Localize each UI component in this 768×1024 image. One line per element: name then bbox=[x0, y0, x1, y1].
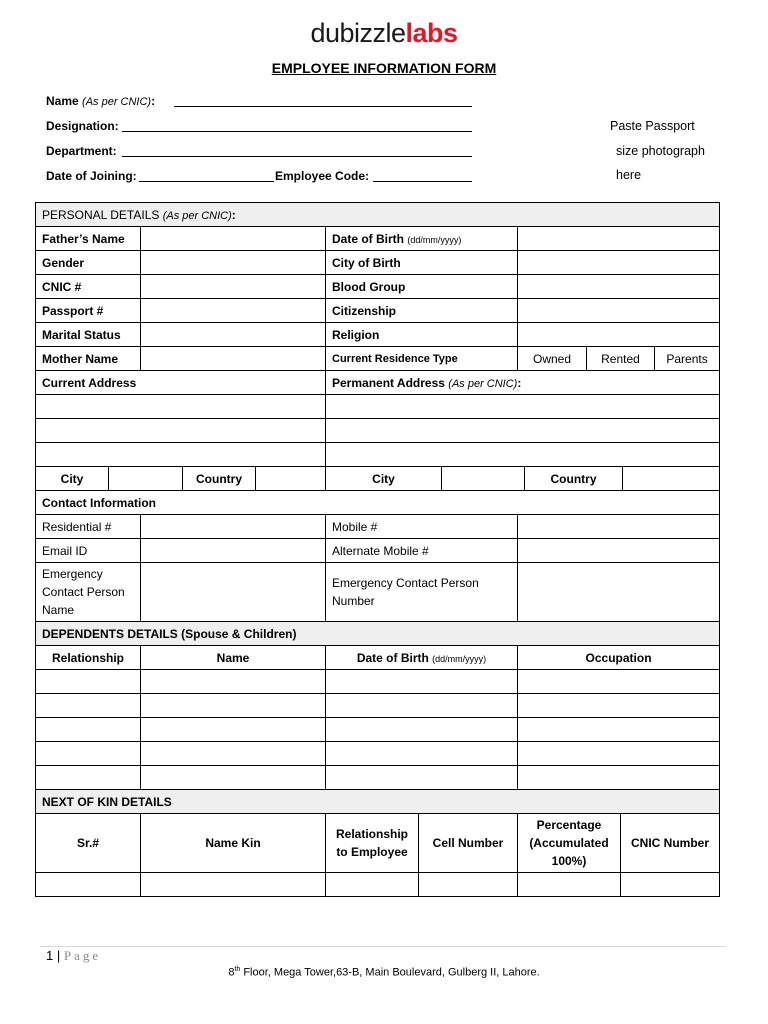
current-city-field[interactable] bbox=[109, 467, 183, 490]
table-row bbox=[36, 371, 720, 395]
kin-col-percentage: Percentage (Accumulated 100%) bbox=[518, 814, 621, 873]
employee-code-label: Employee Code: bbox=[275, 169, 370, 183]
page-number: 1 | Page bbox=[46, 948, 102, 963]
dependent-cell[interactable] bbox=[518, 718, 720, 742]
current-address-label: Current Address bbox=[36, 371, 326, 395]
kin-cell[interactable] bbox=[141, 873, 326, 897]
permanent-city-field[interactable] bbox=[442, 467, 525, 490]
photo-placeholder-line2: size photograph bbox=[616, 144, 705, 158]
personal-section-header: PERSONAL DETAILS (As per CNIC): bbox=[36, 203, 720, 227]
employee-code-input-line[interactable] bbox=[373, 181, 472, 182]
table-row bbox=[36, 515, 720, 539]
citizenship-label: Citizenship bbox=[326, 299, 518, 323]
gender-label: Gender bbox=[36, 251, 141, 275]
marital-status-label: Marital Status bbox=[36, 323, 141, 347]
permanent-address-line-1[interactable] bbox=[326, 395, 720, 419]
residential-label: Residential # bbox=[36, 515, 141, 539]
email-label: Email ID bbox=[36, 539, 141, 563]
kin-cell[interactable] bbox=[621, 873, 720, 897]
employee-form-table bbox=[35, 202, 720, 897]
blood-group-label: Blood Group bbox=[326, 275, 518, 299]
table-row bbox=[36, 347, 720, 371]
table-row bbox=[36, 419, 720, 443]
dependent-cell[interactable] bbox=[141, 670, 326, 694]
current-city-label: City bbox=[36, 467, 109, 490]
current-address-line-3[interactable] bbox=[36, 443, 326, 467]
kin-section-header: NEXT OF KIN DETAILS bbox=[36, 790, 720, 814]
current-country-label: Country bbox=[183, 467, 256, 490]
current-country-field[interactable] bbox=[256, 467, 325, 490]
table-row bbox=[36, 670, 720, 694]
table-row bbox=[36, 766, 720, 790]
permanent-country-label: Country bbox=[525, 467, 623, 490]
dependent-cell[interactable] bbox=[518, 742, 720, 766]
kin-cell[interactable] bbox=[326, 873, 419, 897]
alt-mobile-field[interactable] bbox=[518, 539, 720, 563]
table-row bbox=[36, 718, 720, 742]
table-row bbox=[36, 646, 720, 670]
designation-field-label: Designation: bbox=[46, 119, 119, 133]
dependent-cell[interactable] bbox=[36, 718, 141, 742]
kin-col-cnic: CNIC Number bbox=[621, 814, 720, 873]
table-row bbox=[36, 323, 720, 347]
dependent-cell[interactable] bbox=[326, 670, 518, 694]
table-row bbox=[36, 443, 720, 467]
mobile-field[interactable] bbox=[518, 515, 720, 539]
residence-option-parents[interactable]: Parents bbox=[666, 351, 708, 366]
permanent-country-field[interactable] bbox=[623, 467, 719, 490]
kin-cell[interactable] bbox=[419, 873, 518, 897]
passport-label: Passport # bbox=[36, 299, 141, 323]
email-field[interactable] bbox=[141, 539, 326, 563]
table-row bbox=[36, 251, 720, 275]
kin-cell[interactable] bbox=[518, 873, 621, 897]
table-row bbox=[36, 467, 720, 491]
residence-type-options bbox=[518, 347, 720, 371]
table-row bbox=[36, 299, 720, 323]
dependent-cell[interactable] bbox=[141, 766, 326, 790]
dependent-cell[interactable] bbox=[36, 694, 141, 718]
dependents-col-dob: Date of Birth (dd/mm/yyyy) bbox=[326, 646, 518, 670]
marital-status-field[interactable] bbox=[141, 323, 326, 347]
current-address-line-2[interactable] bbox=[36, 419, 326, 443]
department-input-line[interactable] bbox=[122, 156, 472, 157]
permanent-address-line-2[interactable] bbox=[326, 419, 720, 443]
dependents-section-header: DEPENDENTS DETAILS (Spouse & Children) bbox=[36, 622, 720, 646]
mother-name-field[interactable] bbox=[141, 347, 326, 371]
form-title: EMPLOYEE INFORMATION FORM bbox=[271, 60, 497, 76]
dependent-cell[interactable] bbox=[36, 670, 141, 694]
mobile-label: Mobile # bbox=[326, 515, 518, 539]
residential-field[interactable] bbox=[141, 515, 326, 539]
dependent-cell[interactable] bbox=[518, 670, 720, 694]
department-field-label: Department: bbox=[46, 144, 117, 158]
dependents-col-occupation: Occupation bbox=[518, 646, 720, 670]
dependents-section-header-row bbox=[36, 622, 720, 646]
mother-name-label: Mother Name bbox=[36, 347, 141, 371]
residence-type-label: Current Residence Type bbox=[326, 347, 518, 371]
table-row bbox=[36, 873, 720, 897]
fathers-name-field[interactable] bbox=[141, 227, 326, 251]
table-row bbox=[36, 275, 720, 299]
dependent-cell[interactable] bbox=[141, 694, 326, 718]
current-address-line-1[interactable] bbox=[36, 395, 326, 419]
residence-option-rented[interactable]: Rented bbox=[587, 347, 655, 370]
dependent-cell[interactable] bbox=[326, 718, 518, 742]
city-of-birth-field[interactable] bbox=[518, 251, 720, 275]
footer-divider bbox=[40, 946, 726, 947]
passport-field[interactable] bbox=[141, 299, 326, 323]
fathers-name-label: Father’s Name bbox=[36, 227, 141, 251]
table-row bbox=[36, 395, 720, 419]
permanent-address-label: Permanent Address (As per CNIC): bbox=[326, 371, 720, 395]
photo-placeholder-line3: here bbox=[616, 168, 642, 182]
religion-label: Religion bbox=[326, 323, 518, 347]
table-row bbox=[36, 563, 720, 622]
religion-field[interactable] bbox=[518, 323, 720, 347]
dependent-cell[interactable] bbox=[326, 694, 518, 718]
dependent-cell[interactable] bbox=[36, 742, 141, 766]
emergency-contact-number-label: Emergency Contact Person Number bbox=[326, 563, 518, 622]
emergency-contact-name-field[interactable] bbox=[141, 563, 326, 622]
dependent-cell[interactable] bbox=[141, 718, 326, 742]
dependents-col-relationship: Relationship bbox=[36, 646, 141, 670]
gender-field[interactable] bbox=[141, 251, 326, 275]
kin-section-header-row bbox=[36, 790, 720, 814]
kin-col-name: Name Kin bbox=[141, 814, 326, 873]
table-row bbox=[36, 814, 720, 873]
company-logo: dubizzlelabs bbox=[310, 18, 458, 48]
permanent-address-line-3[interactable] bbox=[326, 443, 720, 467]
table-row bbox=[36, 694, 720, 718]
current-city-country-cell bbox=[36, 467, 326, 491]
personal-section-header-row bbox=[36, 203, 720, 227]
name-input-line[interactable] bbox=[174, 106, 472, 107]
kin-col-relationship: Relationship to Employee bbox=[326, 814, 419, 873]
cnic-label: CNIC # bbox=[36, 275, 141, 299]
kin-col-cell: Cell Number bbox=[419, 814, 518, 873]
dependent-cell[interactable] bbox=[518, 766, 720, 790]
alt-mobile-label: Alternate Mobile # bbox=[326, 539, 518, 563]
kin-col-sr: Sr.# bbox=[36, 814, 141, 873]
blood-group-field[interactable] bbox=[518, 275, 720, 299]
permanent-city-label: City bbox=[326, 467, 442, 490]
dependent-cell[interactable] bbox=[36, 766, 141, 790]
footer-address: 8th Floor, Mega Tower,63-B, Main Boulevard, Gulberg II, Lahore. bbox=[228, 966, 540, 979]
table-row bbox=[36, 742, 720, 766]
table-row bbox=[36, 539, 720, 563]
dob-label: Date of Birth (dd/mm/yyyy) bbox=[326, 227, 518, 251]
dependent-cell[interactable] bbox=[141, 742, 326, 766]
doj-field-label: Date of Joining: bbox=[46, 169, 137, 183]
table-row bbox=[36, 227, 720, 251]
designation-input-line[interactable] bbox=[122, 131, 472, 132]
photo-placeholder-line1: Paste Passport bbox=[610, 119, 695, 133]
dependent-cell[interactable] bbox=[326, 742, 518, 766]
emergency-contact-name-label: Emergency Contact Person Name bbox=[36, 563, 141, 622]
citizenship-field[interactable] bbox=[518, 299, 720, 323]
dependents-col-name: Name bbox=[141, 646, 326, 670]
dob-field[interactable] bbox=[518, 227, 720, 251]
dependent-cell[interactable] bbox=[518, 694, 720, 718]
kin-cell[interactable] bbox=[36, 873, 141, 897]
contact-section-header: Contact Information bbox=[36, 491, 720, 515]
emergency-contact-number-field[interactable] bbox=[518, 563, 720, 622]
city-of-birth-label: City of Birth bbox=[326, 251, 518, 275]
name-field-label: Name (As per CNIC): bbox=[46, 94, 156, 108]
permanent-city-country-cell bbox=[326, 467, 720, 491]
cnic-field[interactable] bbox=[141, 275, 326, 299]
dependent-cell[interactable] bbox=[326, 766, 518, 790]
residence-option-owned[interactable]: Owned bbox=[518, 347, 587, 370]
contact-section-header-row bbox=[36, 491, 720, 515]
doj-input-line[interactable] bbox=[139, 181, 274, 182]
